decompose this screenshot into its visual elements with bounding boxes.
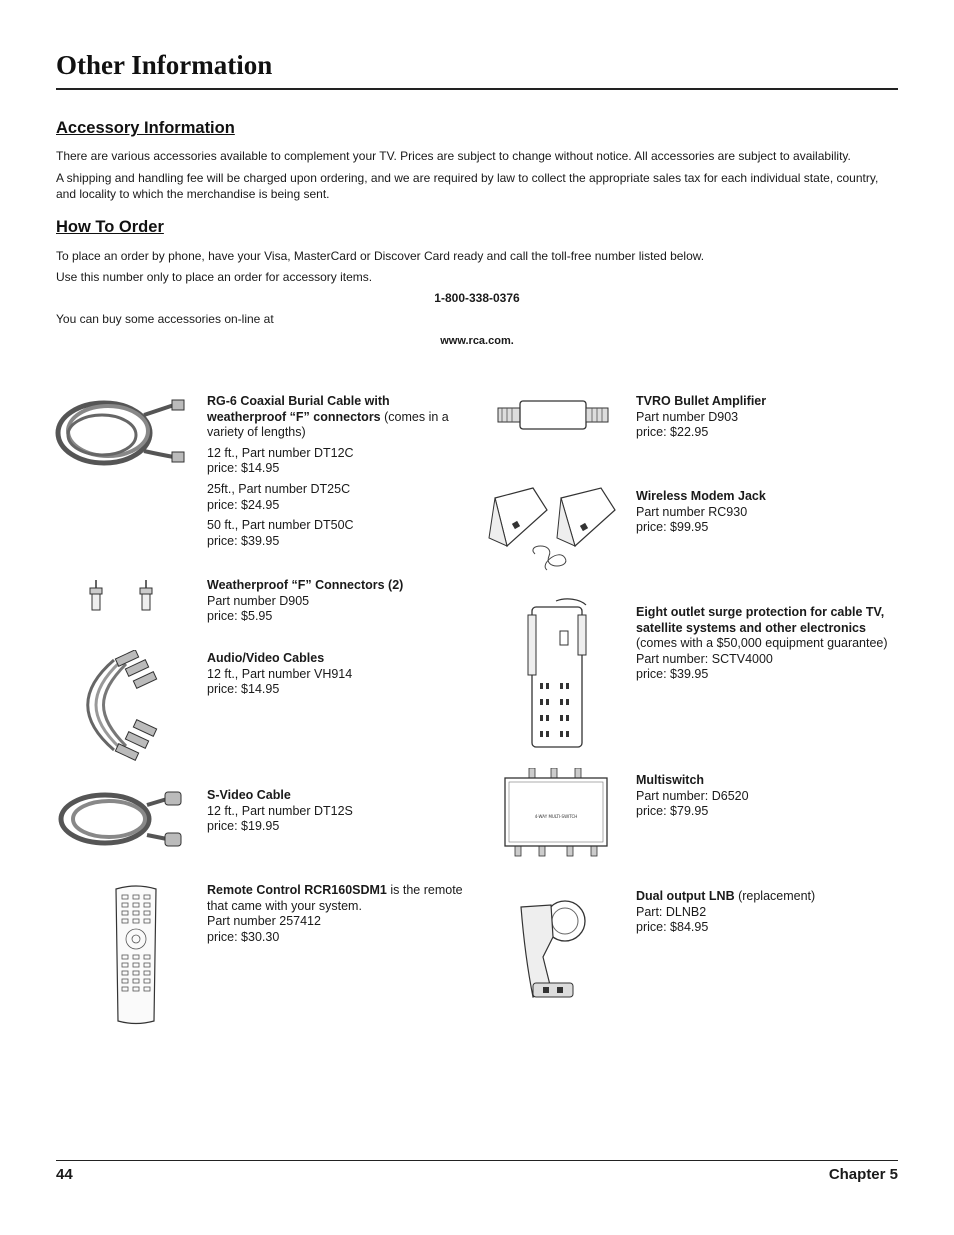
s-video-cable-image: [55, 787, 185, 851]
surge-protector-note: (comes with a $50,000 equipment guarantee): [636, 636, 888, 651]
multiswitch-device-label: 4-WAY MULTI-SWITCH: [534, 814, 578, 819]
f-connectors-title: Weatherproof “F” Connectors (2): [207, 578, 404, 592]
coax-50ft-price: price: $39.95: [207, 533, 280, 548]
remote-control-info: [207, 883, 467, 945]
av-cables-image: [74, 650, 169, 762]
av-cables-price: price: $14.95: [207, 682, 280, 697]
order-paragraph-2: Use this number only to place an order for accessory items.: [56, 270, 373, 284]
surge-protector-info: [636, 605, 898, 683]
multiswitch-title: Multiswitch: [636, 773, 705, 787]
order-paragraph-1: To place an order by phone, have your Visa, MasterCard or Discover Card ready and call the toll-free number listed below.: [56, 249, 705, 263]
coax-25ft-price: price: $24.95: [207, 497, 280, 512]
accessory-information-heading: Accessory Information: [56, 119, 235, 137]
coax-50ft-part: 50 ft., Part number DT50C: [207, 518, 354, 533]
wireless-modem-jack-title: Wireless Modem Jack: [636, 489, 766, 503]
surge-protector-price: price: $39.95: [636, 667, 709, 682]
page-title: Other Information: [56, 50, 273, 80]
coax-12ft-part: 12 ft., Part number DT12C: [207, 445, 354, 460]
coaxial-cable-info: [207, 394, 467, 549]
lnb-title: Dual output LNB: [636, 889, 735, 903]
accessory-paragraph-1: There are various accessories available to complement your TV. Prices are subject to change without notice. All accessories are subject to availability.: [56, 149, 851, 163]
coaxial-cable-image: [52, 393, 187, 473]
remote-control-price: price: $30.30: [207, 929, 280, 944]
f-connectors-part: Part number D905: [207, 593, 310, 608]
multiswitch-price: price: $79.95: [636, 804, 709, 819]
wireless-modem-jack-image: [485, 484, 621, 576]
remote-control-note: is the remote that came with your system.: [207, 883, 463, 913]
multiswitch-part: Part number: D6520: [636, 788, 749, 803]
wireless-modem-jack-info: [636, 489, 896, 536]
order-website: www.rca.com.: [440, 335, 514, 347]
coaxial-cable-title: RG-6 Coaxial Burial Cable with weatherproof “F” connectors: [207, 394, 390, 424]
av-cables-part: 12 ft., Part number VH914: [207, 666, 353, 681]
wireless-modem-jack-price: price: $99.95: [636, 520, 709, 535]
f-connectors-info: [207, 578, 467, 625]
tvro-amplifier-info: [636, 394, 896, 441]
s-video-cable-title: S-Video Cable: [207, 788, 291, 802]
order-paragraph-3: You can buy some accessories on-line at: [56, 312, 274, 326]
lnb-note: (replacement): [734, 889, 816, 903]
lnb-part: Part: DLNB2: [636, 904, 707, 919]
lnb-info: [636, 889, 896, 936]
tvro-amplifier-image: [496, 398, 610, 432]
tvro-amplifier-price: price: $22.95: [636, 425, 709, 440]
lnb-image: [517, 897, 593, 1003]
how-to-order-heading: How To Order: [56, 218, 164, 236]
lnb-price: price: $84.95: [636, 920, 709, 935]
tvro-amplifier-part: Part number D903: [636, 409, 739, 424]
footer-divider: [56, 1160, 898, 1161]
surge-protector-part: Part number: SCTV4000: [636, 651, 773, 666]
multiswitch-image: [503, 768, 609, 858]
remote-control-part: Part number 257412: [207, 914, 321, 929]
coax-12ft-price: price: $14.95: [207, 461, 280, 476]
accessory-paragraph-2: A shipping and handling fee will be charged upon ordering, and we are required by law to collect the appropriate sales tax for each individual state, country, and locality to which the merchandise is being sent.: [56, 171, 879, 201]
s-video-cable-info: [207, 788, 467, 835]
f-connectors-image: [82, 580, 162, 614]
s-video-cable-part: 12 ft., Part number DT12S: [207, 803, 353, 818]
f-connectors-price: price: $5.95: [207, 609, 273, 624]
remote-control-title: Remote Control RCR160SDM1: [207, 883, 387, 897]
title-divider: [56, 88, 898, 90]
coax-25ft-part: 25ft., Part number DT25C: [207, 481, 351, 496]
av-cables-title: Audio/Video Cables: [207, 651, 325, 665]
surge-protector-image: [526, 597, 592, 751]
chapter-label: Chapter 5: [828, 1166, 898, 1183]
page-number: 44: [56, 1166, 73, 1183]
coaxial-cable-note: (comes in a variety of lengths): [207, 409, 449, 440]
order-phone-number: 1-800-338-0376: [434, 291, 520, 305]
surge-protector-title: Eight outlet surge protection for cable TV, satellite systems and other electronics: [636, 605, 885, 635]
remote-control-image: [112, 883, 160, 1026]
av-cables-info: [207, 651, 467, 698]
s-video-cable-price: price: $19.95: [207, 819, 280, 834]
tvro-amplifier-title: TVRO Bullet Amplifier: [636, 394, 767, 408]
wireless-modem-jack-part: Part number RC930: [636, 504, 748, 519]
multiswitch-info: [636, 773, 896, 820]
